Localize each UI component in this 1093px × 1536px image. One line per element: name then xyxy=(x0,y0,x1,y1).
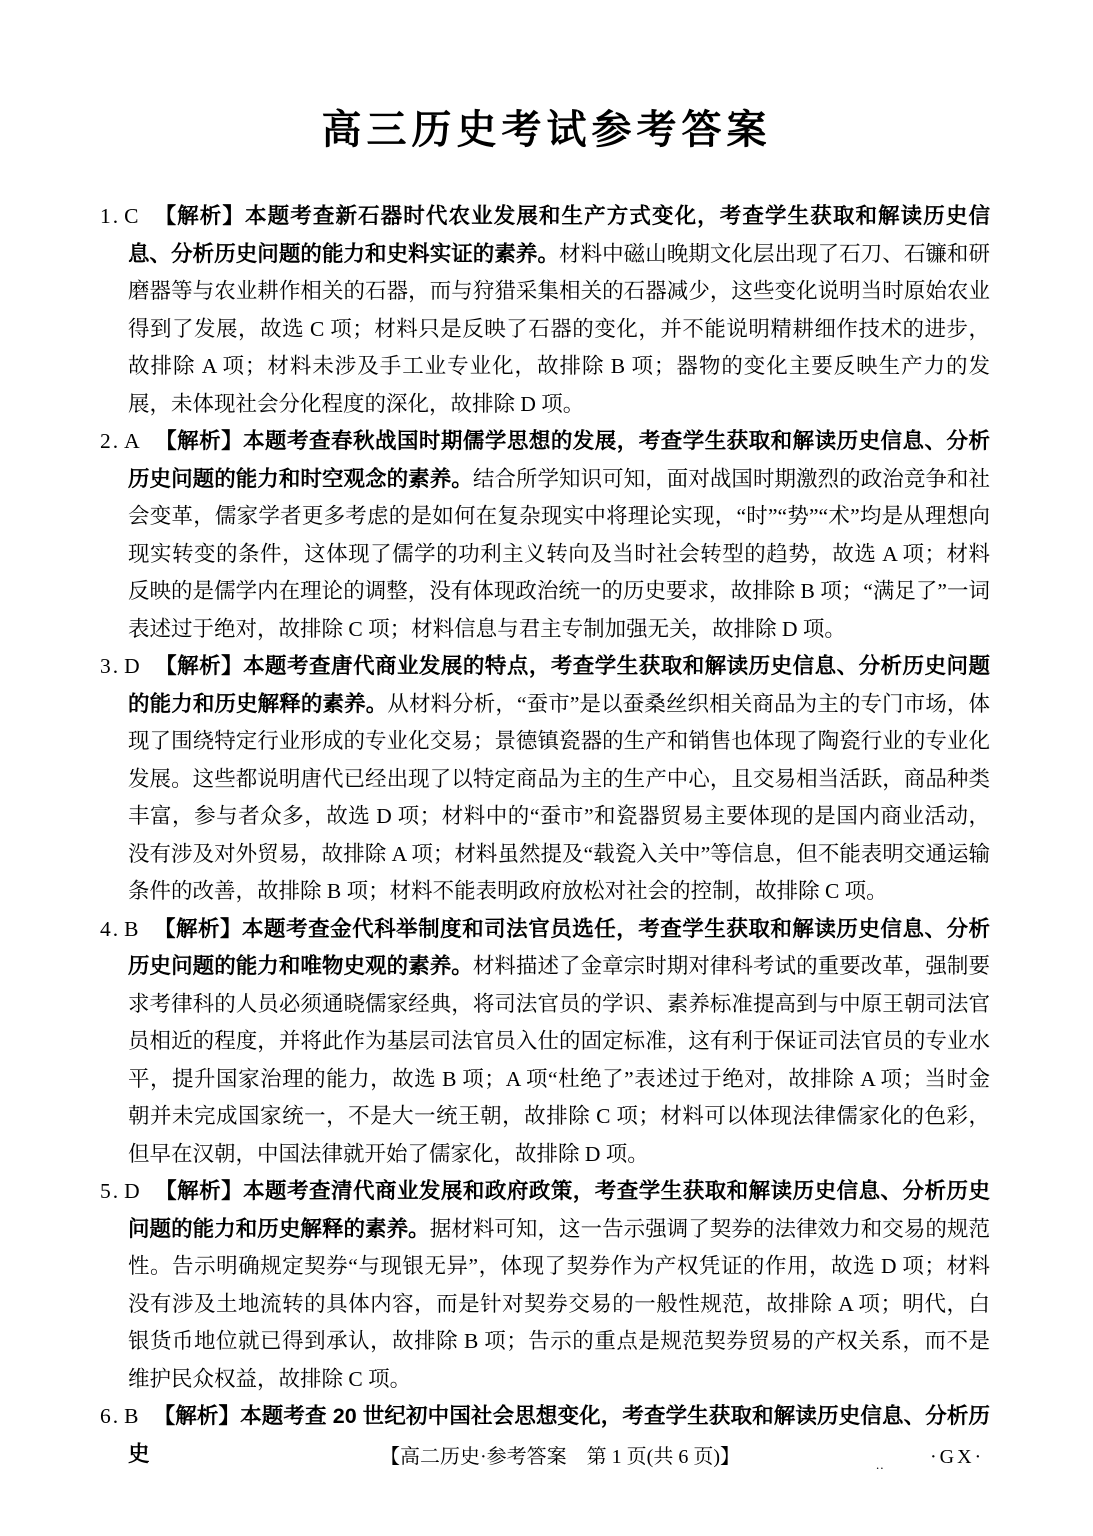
answer-letter: A xyxy=(124,429,140,453)
analysis-body: 材料中磁山晚期文化层出现了石刀、石镰和研磨器等与农业耕作相关的石器，而与狩猎采集相关的石器减少，这些变化说明当时原始农业得到了发展，故选 C 项；材料只是反映了石器的变化，并不能说明精耕细作技术的进步，故排除 A 项；材料未涉及手工业专业化，故排除 B 项；器物的变化主要反映生产力的发展，未体现社会分化程度的深化，故排除 D 项。 xyxy=(128,241,990,416)
answer-item-5 xyxy=(100,1173,990,1398)
analysis-body: 材料描述了金章宗时期对律科考试的重要改革，强制要求考律科的人员必须通晓儒家经典，将司法官员的学识、素养标准提高到与中原王朝司法官员相近的程度，并将此作为基层司法官员入仕的固定标准，这有利于保证司法官员的专业水平，提升国家治理的能力，故选 B 项；A 项“杜绝了”表述过于绝对，故排除 A 项；当时金朝并未完成国家统一，不是大一统王朝，故排除 C 项；材料可以体现法律儒家化的色彩，但早在汉朝，中国法律就开始了儒家化，故排除 D 项。 xyxy=(128,954,990,1166)
page-footer xyxy=(0,1443,1093,1483)
analysis-body: 据材料可知，这一告示强调了契券的法律效力和交易的规范性。告示明确规定契券“与现银无异”，体现了契券作为产权凭证的作用，故选 D 项；材料没有涉及土地流转的具体内容，而是针对契券交易的一般性规范，故排除 A 项；明代，白银货币地位就已得到承认，故排除 B 项；告示的重点是规范契券贸易的产权关系，而不是维护民众权益，故排除 C 项。 xyxy=(128,1216,990,1391)
answer-letter: B xyxy=(124,1404,139,1428)
item-number: 1. xyxy=(100,204,121,228)
item-number: 3. xyxy=(100,654,121,678)
item-number: 6. xyxy=(100,1404,121,1428)
analysis-lead: 【解析】本题考查金代科举制度和司法官员选任，考查学生获取和解读历史信息、分析历史问题的能力和唯物史观的素养。 xyxy=(128,916,990,978)
answer-item-2 xyxy=(100,423,990,648)
analysis-lead: 【解析】本题考查清代商业发展和政府政策，考查学生获取和解读历史信息、分析历史问题的能力和历史解释的素养。 xyxy=(128,1179,990,1241)
analysis-lead: 【解析】本题考查春秋战国时期儒学思想的发展，考查学生获取和解读历史信息、分析历史问题的能力和时空观念的素养。 xyxy=(128,429,990,491)
page-title: 高三历史考试参考答案 xyxy=(321,108,772,152)
analysis-body: 从材料分析，“蚕市”是以蚕桑丝织相关商品为主的专门市场，体现了围绕特定行业形成的专业化交易；景德镇瓷器的生产和销售也体现了陶瓷行业的专业化发展。这些都说明唐代已经出现了以特定商品为主的生产中心，且交易相当活跃，商品种类丰富，参与者众多，故选 D 项；材料中的“蚕市”和瓷器贸易主要体现的是国内商业活动，没有涉及对外贸易，故排除 A 项；材料虽然提及“载瓷入关中”等信息，但不能表明交通运输条件的改善，故排除 B 项；材料不能表明政府放松对社会的控制，故排除 C 项。 xyxy=(128,691,990,903)
footer-page-info: 【高二历史·参考答案 第 1 页(共 6 页)】 xyxy=(380,1446,740,1468)
answer-letter: C xyxy=(124,204,139,228)
footer-code: ·GX· xyxy=(930,1446,985,1468)
analysis-lead: 【解析】本题考查唐代商业发展的特点，考查学生获取和解读历史信息、分析历史问题的能力和历史解释的素养。 xyxy=(128,654,990,716)
analysis-body: 结合所学知识可知，面对战国时期激烈的政治竞争和社会变革，儒家学者更多考虑的是如何在复杂现实中将理论实现，“时”“势”“术”均是从理想向现实转变的条件，这体现了儒学的功利主义转向及当时社会转型的趋势，故选 A 项；材料反映的是儒学内在理论的调整，没有体现政治统一的历史要求，故排除 B 项；“满足了”一词表述过于绝对，故排除 C 项；材料信息与君主专制加强无关，故排除 D 项。 xyxy=(128,466,990,641)
answer-item-4 xyxy=(100,911,990,1174)
analysis-lead: 【解析】本题考查 20 世纪初中国社会思想变化，考查学生获取和解读历史信息、分析历史 xyxy=(128,1404,990,1466)
answer-item-1 xyxy=(100,198,990,423)
answers-list xyxy=(100,198,990,1473)
analysis-lead: 【解析】本题考查新石器时代农业发展和生产方式变化，考查学生获取和解读历史信息、分析历史问题的能力和史料实证的素养。 xyxy=(128,204,990,266)
item-number: 2. xyxy=(100,429,121,453)
item-number: 4. xyxy=(100,916,121,941)
answer-item-3 xyxy=(100,648,990,911)
answer-letter: D xyxy=(124,654,140,678)
answer-letter: D xyxy=(124,1179,140,1203)
footer-print-mark: .. xyxy=(876,1457,885,1472)
item-number: 5. xyxy=(100,1179,121,1203)
answer-letter: B xyxy=(124,916,139,941)
